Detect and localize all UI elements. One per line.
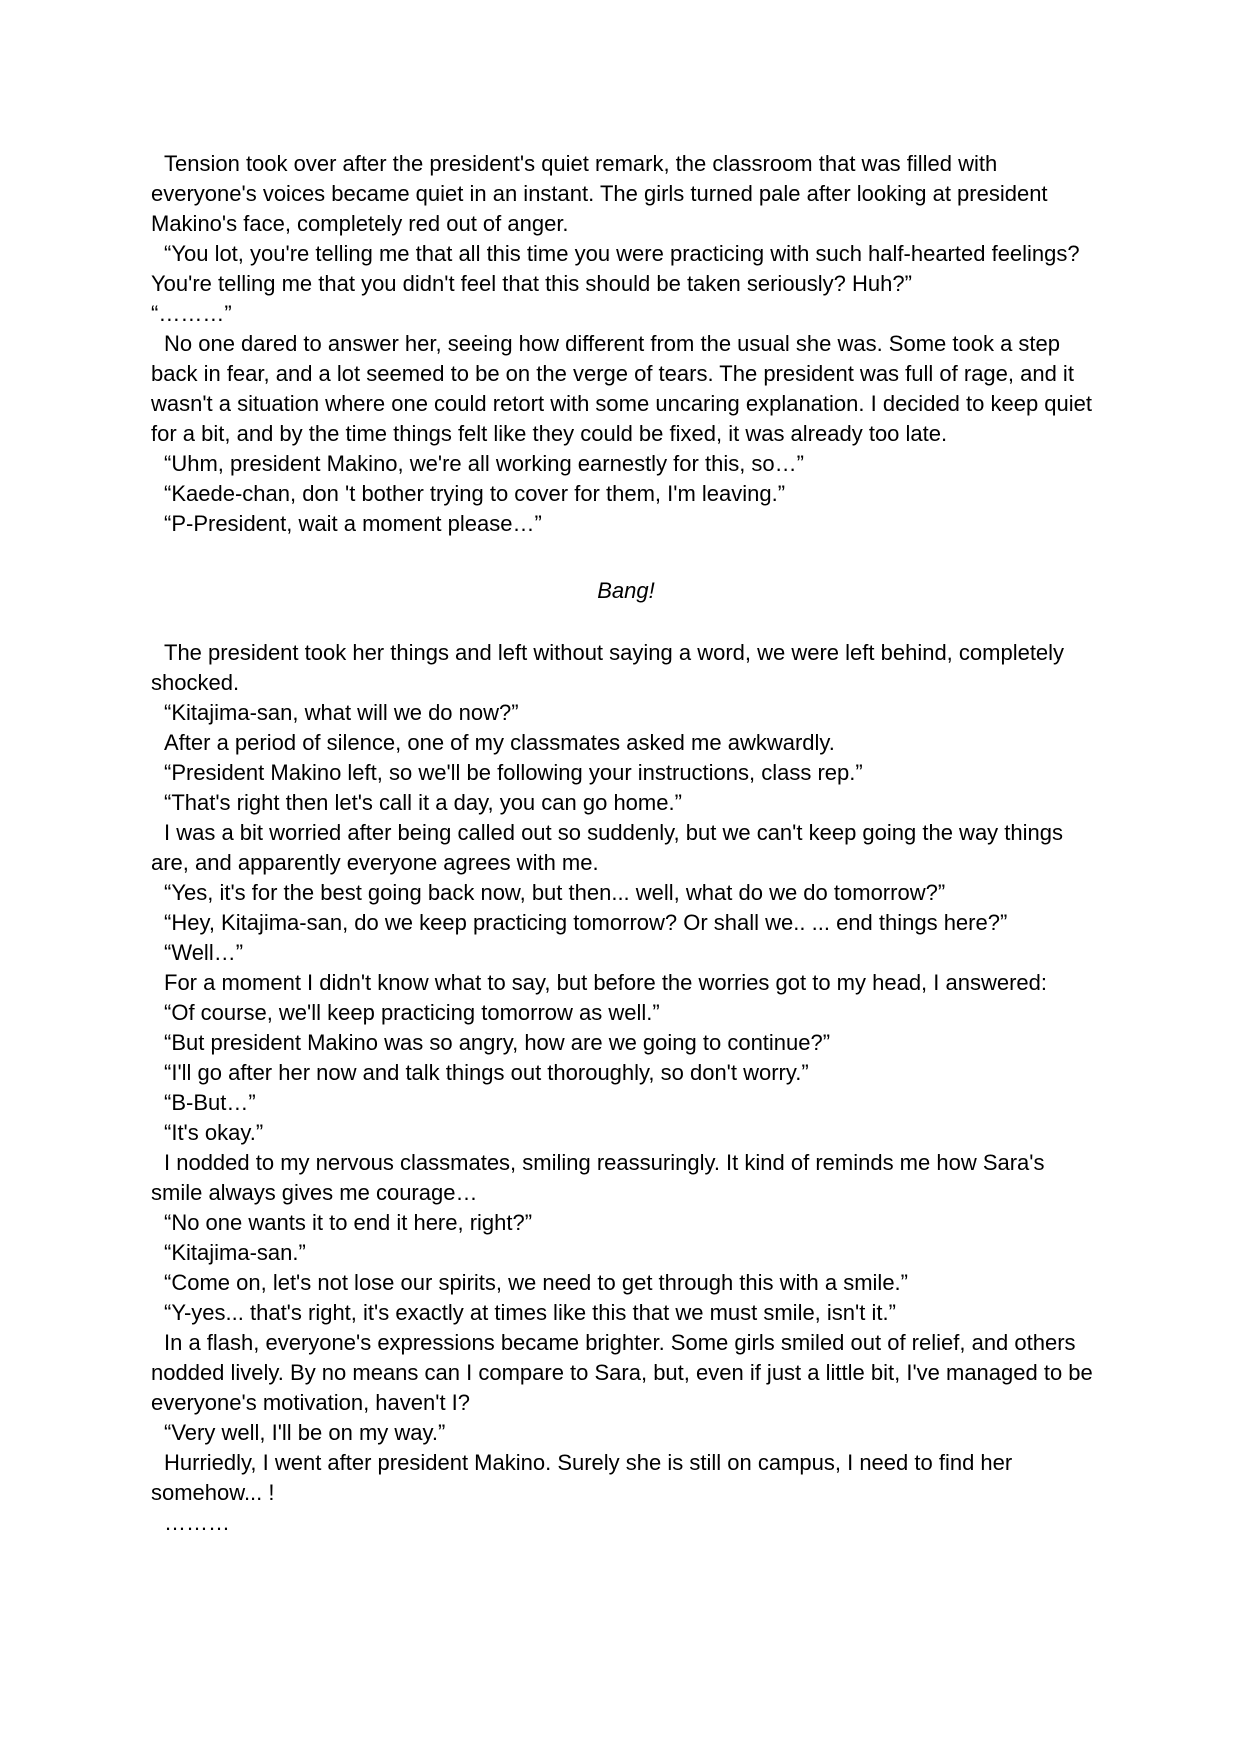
paragraph: “Yes, it's for the best going back now, but then... well, what do we do tomorrow?” [164, 880, 946, 905]
paragraph: “I'll go after her now and talk things out thoroughly, so don't worry.” [164, 1060, 809, 1085]
paragraph: “That's right then let's call it a day, you can go home.” [164, 790, 682, 815]
paragraph: “P-President, wait a moment please…” [164, 511, 542, 536]
paragraph: “Y-yes... that's right, it's exactly at times like this that we must smile, isn't it.” [164, 1300, 896, 1325]
paragraph: “Hey, Kitajima-san, do we keep practicing tomorrow? Or shall we.. ... end things here?” [164, 910, 1008, 935]
paragraph: “Come on, let's not lose our spirits, we need to get through this with a smile.” [164, 1270, 908, 1295]
paragraph: After a period of silence, one of my classmates asked me awkwardly. [164, 730, 835, 755]
paragraph: The president took her things and left without saying a word, we were left behind, completely shocked. [151, 640, 1065, 695]
paragraph: Tension took over after the president's quiet remark, the classroom that was filled with everyone's voices became quiet in an instant. The girls turned pale after looking at president Makino's face, completely red out of anger. [151, 151, 1048, 236]
paragraph: I was a bit worried after being called out so suddenly, but we can't keep going the way things are, and apparently everyone agrees with me. [151, 820, 1063, 875]
paragraph: For a moment I didn't know what to say, but before the worries got to my head, I answered: [164, 970, 1048, 995]
paragraph: Hurriedly, I went after president Makino. Surely she is still on campus, I need to find her somehow... ! [151, 1450, 1013, 1505]
paragraph: “No one wants it to end it here, right?” [164, 1210, 533, 1235]
paragraph: ……… [164, 1510, 230, 1535]
paragraph: “Very well, I'll be on my way.” [164, 1420, 446, 1445]
paragraph: “President Makino left, so we'll be following your instructions, class rep.” [164, 760, 863, 785]
paragraph: “Kitajima-san.” [164, 1240, 306, 1265]
paragraph: In a flash, everyone's expressions became brighter. Some girls smiled out of relief, and others nodded lively. By no means can I compare to Sara, but, even if just a little bit, I've managed to be everyone's motivation, haven't I? [151, 1330, 1093, 1415]
paragraph: I nodded to my nervous classmates, smiling reassuringly. It kind of reminds me how Sara's smile always gives me courage… [151, 1150, 1045, 1205]
paragraph: “B-But…” [164, 1090, 256, 1115]
paragraph: “………” [151, 301, 232, 326]
paragraph: “Well…” [164, 940, 244, 965]
paragraph: No one dared to answer her, seeing how different from the usual she was. Some took a step back in fear, and a lot seemed to be on the verge of tears. The president was full of rage, and it wasn't a situation where one could retort with some uncaring explanation. I decided to keep quiet for a bit, and by the time things felt like they could be fixed, it was already too late. [151, 331, 1092, 446]
paragraph: “Of course, we'll keep practicing tomorrow as well.” [164, 1000, 660, 1025]
paragraph: “But president Makino was so angry, how are we going to continue?” [164, 1030, 831, 1055]
paragraph: “Kitajima-san, what will we do now?” [164, 700, 519, 725]
paragraph: “It's okay.” [164, 1120, 264, 1145]
paragraph: “You lot, you're telling me that all this time you were practicing with such half-hearted feelings? You're telling me that you didn't feel that this should be taken seriously? Huh?” [151, 241, 1080, 296]
sound-effect-text: Bang! [597, 578, 655, 603]
paragraph: “Uhm, president Makino, we're all working earnestly for this, so…” [164, 451, 804, 476]
paragraph: “Kaede-chan, don 't bother trying to cover for them, I'm leaving.” [164, 481, 786, 506]
